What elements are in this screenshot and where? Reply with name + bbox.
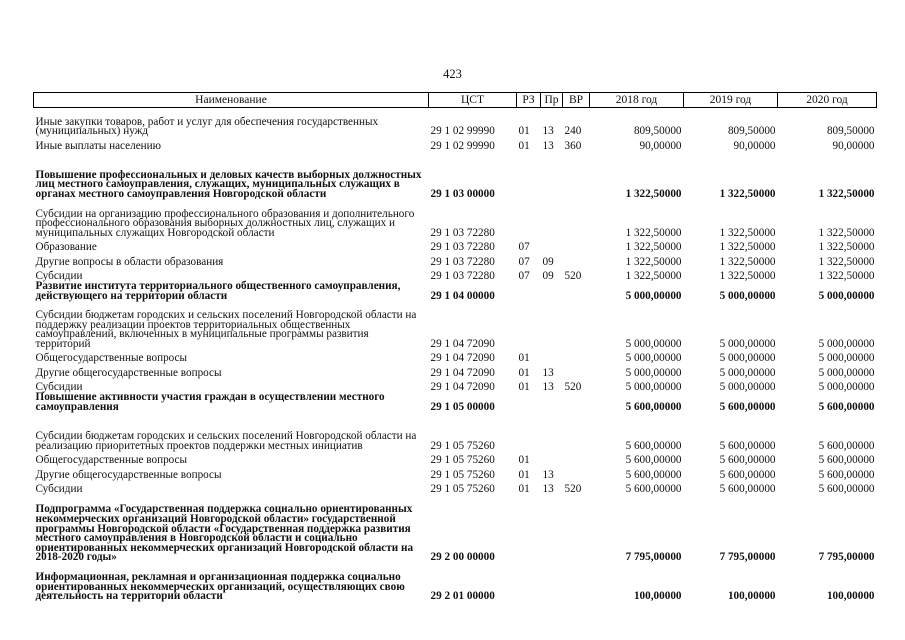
row-value-2019: 7 795,00000 bbox=[719, 551, 776, 564]
row-cst: 29 1 04 72090 bbox=[430, 337, 495, 350]
row-rz bbox=[517, 200, 541, 239]
row-value-2019: 5 000,00000 bbox=[719, 381, 776, 394]
header-2019: 2019 год bbox=[684, 93, 778, 108]
row-vr bbox=[563, 413, 590, 452]
row-cst: 29 1 05 00000 bbox=[430, 400, 495, 413]
table-row bbox=[34, 253, 877, 268]
row-value-2019: 1 322,50000 bbox=[719, 226, 776, 239]
row-rz bbox=[517, 152, 541, 200]
row-value-2020: 5 600,00000 bbox=[818, 468, 875, 481]
row-value-2020: 5 600,00000 bbox=[818, 483, 875, 496]
header-pr: Пр bbox=[541, 93, 563, 108]
row-vr bbox=[563, 495, 590, 563]
row-value-2020: 5 600,00000 bbox=[818, 439, 875, 452]
row-value-2019: 100,00000 bbox=[727, 590, 776, 603]
row-name: Иные выплаты населению bbox=[35, 139, 161, 152]
table-row bbox=[34, 239, 877, 254]
row-name: Иные закупки товаров, работ и услуг для обеспечения государственных (муниципальных) нужд bbox=[35, 115, 379, 138]
row-pr bbox=[541, 350, 563, 365]
row-pr: 13 bbox=[542, 483, 554, 496]
table-row bbox=[34, 350, 877, 365]
row-value-2019: 5 600,00000 bbox=[719, 439, 776, 452]
row-cst: 29 1 05 75260 bbox=[430, 483, 495, 496]
row-pr bbox=[541, 495, 563, 563]
row-value-2018: 1 322,50000 bbox=[625, 255, 682, 268]
row-rz: 01 bbox=[518, 381, 530, 394]
row-value-2018: 5 000,00000 bbox=[625, 366, 682, 379]
row-value-2020: 1 322,50000 bbox=[818, 270, 875, 283]
row-cst: 29 1 03 72280 bbox=[430, 270, 495, 283]
row-value-2018: 5 000,00000 bbox=[625, 337, 682, 350]
table-row bbox=[34, 563, 877, 602]
header-2018: 2018 год bbox=[590, 93, 684, 108]
row-vr bbox=[563, 350, 590, 365]
row-vr: 520 bbox=[564, 381, 582, 394]
row-value-2020: 1 322,50000 bbox=[818, 241, 875, 254]
row-value-2018: 1 322,50000 bbox=[625, 241, 682, 254]
row-name: Общегосударственные вопросы bbox=[35, 352, 188, 365]
row-name: Развитие института территориального общественного самоуправления, действующего на территории области bbox=[35, 280, 401, 302]
row-value-2018: 5 000,00000 bbox=[625, 352, 682, 365]
row-rz: 01 bbox=[518, 366, 530, 379]
row-value-2018: 5 600,00000 bbox=[625, 468, 682, 481]
row-value-2020: 5 600,00000 bbox=[818, 454, 875, 467]
row-value-2018: 5 000,00000 bbox=[625, 381, 682, 394]
row-value-2019: 5 000,00000 bbox=[719, 352, 776, 365]
row-rz: 01 bbox=[518, 139, 530, 152]
row-value-2018: 1 322,50000 bbox=[625, 226, 682, 239]
row-value-2020: 1 322,50000 bbox=[818, 187, 875, 200]
row-value-2019: 5 600,00000 bbox=[719, 400, 776, 413]
row-pr bbox=[541, 393, 563, 413]
row-value-2020: 5 000,00000 bbox=[818, 366, 875, 379]
row-vr bbox=[563, 282, 590, 302]
row-rz: 01 bbox=[518, 125, 530, 138]
row-cst: 29 2 01 00000 bbox=[430, 590, 495, 603]
row-value-2018: 5 000,00000 bbox=[625, 289, 682, 302]
row-pr: 13 bbox=[542, 139, 554, 152]
table-row bbox=[34, 108, 877, 138]
row-pr bbox=[541, 302, 563, 350]
row-name: Образование bbox=[35, 241, 97, 254]
row-name: Другие вопросы в области образования bbox=[35, 255, 224, 268]
row-name: Общегосударственные вопросы bbox=[35, 454, 188, 467]
row-rz bbox=[517, 302, 541, 350]
table-header-row bbox=[34, 93, 877, 108]
table-row bbox=[34, 302, 877, 350]
row-pr bbox=[541, 282, 563, 302]
row-vr bbox=[563, 253, 590, 268]
row-value-2019: 5 600,00000 bbox=[719, 454, 776, 467]
row-value-2020: 5 000,00000 bbox=[818, 381, 875, 394]
row-value-2018: 7 795,00000 bbox=[625, 551, 682, 564]
row-cst: 29 1 04 72090 bbox=[430, 352, 495, 365]
table-row bbox=[34, 393, 877, 413]
row-value-2020: 7 795,00000 bbox=[818, 551, 875, 564]
row-cst: 29 1 03 00000 bbox=[430, 187, 495, 200]
row-name: Субсидии бюджетам городских и сельских поселений Новгородской области на поддержку реализации проектов территориальных общественных самоуправлений, включенных в муниципальные программы развития территорий bbox=[35, 309, 417, 350]
row-pr: 13 bbox=[542, 381, 554, 394]
header-cst: ЦСТ bbox=[429, 93, 517, 108]
row-cst: 29 1 02 99990 bbox=[430, 125, 495, 138]
row-name: Другие общегосударственные вопросы bbox=[35, 468, 222, 481]
row-value-2018: 5 600,00000 bbox=[625, 483, 682, 496]
row-value-2018: 1 322,50000 bbox=[625, 270, 682, 283]
row-cst: 29 1 05 75260 bbox=[430, 439, 495, 452]
row-value-2018: 5 600,00000 bbox=[625, 439, 682, 452]
row-value-2018: 809,50000 bbox=[633, 125, 682, 138]
row-value-2020: 1 322,50000 bbox=[818, 255, 875, 268]
row-name: Субсидии на организацию профессионального образования и дополнительного профессионального образования выборных должностных лиц, служащих и муниципальных служащих Новгородской области bbox=[35, 207, 415, 239]
row-value-2018: 1 322,50000 bbox=[625, 187, 682, 200]
row-rz bbox=[517, 282, 541, 302]
row-rz: 01 bbox=[518, 454, 530, 467]
budget-table bbox=[33, 92, 877, 602]
table-row bbox=[34, 282, 877, 302]
table-row bbox=[34, 137, 877, 152]
row-vr: 520 bbox=[564, 483, 582, 496]
row-value-2018: 5 600,00000 bbox=[625, 400, 682, 413]
row-cst: 29 1 05 75260 bbox=[430, 468, 495, 481]
row-pr bbox=[541, 152, 563, 200]
row-rz: 01 bbox=[518, 468, 530, 481]
row-rz bbox=[517, 413, 541, 452]
row-vr bbox=[563, 239, 590, 254]
row-rz: 07 bbox=[518, 241, 530, 254]
row-value-2020: 100,00000 bbox=[826, 590, 875, 603]
row-name: Субсидии bbox=[35, 381, 83, 394]
row-rz: 01 bbox=[518, 352, 530, 365]
row-name: Субсидии bbox=[35, 483, 83, 496]
row-cst: 29 1 05 75260 bbox=[430, 454, 495, 467]
row-vr bbox=[563, 393, 590, 413]
table-row bbox=[34, 152, 877, 200]
row-vr: 240 bbox=[564, 125, 582, 138]
row-rz bbox=[517, 563, 541, 602]
row-name: Повышение активности участия граждан в осуществлении местного самоуправления bbox=[35, 391, 385, 413]
table-row bbox=[34, 413, 877, 452]
row-value-2019: 5 000,00000 bbox=[719, 289, 776, 302]
row-value-2020: 5 600,00000 bbox=[818, 400, 875, 413]
row-pr bbox=[541, 239, 563, 254]
row-value-2020: 5 000,00000 bbox=[818, 352, 875, 365]
row-vr bbox=[563, 152, 590, 200]
row-value-2019: 1 322,50000 bbox=[719, 241, 776, 254]
row-pr bbox=[541, 563, 563, 602]
row-value-2020: 5 000,00000 bbox=[818, 337, 875, 350]
row-cst: 29 1 04 72090 bbox=[430, 366, 495, 379]
row-cst: 29 1 03 72280 bbox=[430, 255, 495, 268]
row-value-2019: 1 322,50000 bbox=[719, 255, 776, 268]
row-name: Другие общегосударственные вопросы bbox=[35, 366, 222, 379]
row-cst: 29 1 04 00000 bbox=[430, 289, 495, 302]
row-vr bbox=[563, 452, 590, 467]
row-cst: 29 1 03 72280 bbox=[430, 226, 495, 239]
row-rz bbox=[517, 495, 541, 563]
header-vr: ВР bbox=[563, 93, 590, 108]
row-vr bbox=[563, 364, 590, 379]
page-number: 423 bbox=[443, 67, 462, 81]
row-rz bbox=[517, 393, 541, 413]
row-value-2020: 1 322,50000 bbox=[818, 226, 875, 239]
header-name: Наименование bbox=[34, 93, 429, 108]
table-row bbox=[34, 481, 877, 496]
row-vr: 360 bbox=[564, 139, 582, 152]
row-pr: 09 bbox=[542, 255, 554, 268]
table-row bbox=[34, 452, 877, 467]
row-vr bbox=[563, 563, 590, 602]
row-pr bbox=[541, 413, 563, 452]
row-rz: 07 bbox=[518, 255, 530, 268]
row-value-2020: 90,00000 bbox=[832, 139, 875, 152]
row-pr bbox=[541, 200, 563, 239]
row-name: Подпрограмма «Государственная поддержка социально ориентированных некоммерческих организаций Новгородской области» государственной программы Новгородской области «Государственная поддержка развития местного самоуправления в Новгородской области и социально ориентированных некоммерческих организаций Новгородской области на 2018-2020 годы» bbox=[35, 503, 414, 564]
row-name: Субсидии bbox=[35, 270, 83, 283]
row-rz: 01 bbox=[518, 483, 530, 496]
row-name: Информационная, рекламная и организационная поддержка социально ориентированных некоммерческих организаций, осуществляющих свою деятельность на территории области bbox=[35, 571, 405, 603]
row-pr bbox=[541, 452, 563, 467]
row-value-2018: 100,00000 bbox=[633, 590, 682, 603]
row-value-2019: 809,50000 bbox=[727, 125, 776, 138]
row-cst: 29 1 02 99990 bbox=[430, 139, 495, 152]
row-value-2019: 5 600,00000 bbox=[719, 468, 776, 481]
table-row bbox=[34, 364, 877, 379]
row-vr bbox=[563, 302, 590, 350]
row-pr: 13 bbox=[542, 468, 554, 481]
row-value-2019: 5 000,00000 bbox=[719, 366, 776, 379]
row-pr: 13 bbox=[542, 125, 554, 138]
row-cst: 29 2 00 00000 bbox=[430, 551, 495, 564]
row-value-2019: 5 000,00000 bbox=[719, 337, 776, 350]
row-pr: 09 bbox=[542, 270, 554, 283]
row-value-2019: 1 322,50000 bbox=[719, 270, 776, 283]
row-name: Субсидии бюджетам городских и сельских поселений Новгородской области на реализацию приоритетных проектов поддержки местных инициатив bbox=[35, 430, 417, 452]
row-value-2019: 1 322,50000 bbox=[719, 187, 776, 200]
row-value-2020: 809,50000 bbox=[826, 125, 875, 138]
row-value-2020: 5 000,00000 bbox=[818, 289, 875, 302]
header-rz: РЗ bbox=[517, 93, 541, 108]
row-vr: 520 bbox=[564, 270, 582, 283]
row-pr: 13 bbox=[542, 366, 554, 379]
row-cst: 29 1 04 72090 bbox=[430, 381, 495, 394]
header-2020: 2020 год bbox=[778, 93, 877, 108]
table-row bbox=[34, 466, 877, 481]
row-value-2019: 5 600,00000 bbox=[719, 483, 776, 496]
row-value-2018: 5 600,00000 bbox=[625, 454, 682, 467]
row-rz: 07 bbox=[518, 270, 530, 283]
table-row bbox=[34, 495, 877, 563]
row-cst: 29 1 03 72280 bbox=[430, 241, 495, 254]
row-vr bbox=[563, 200, 590, 239]
row-vr bbox=[563, 466, 590, 481]
row-value-2018: 90,00000 bbox=[639, 139, 682, 152]
row-value-2019: 90,00000 bbox=[733, 139, 776, 152]
table-row bbox=[34, 200, 877, 239]
row-name: Повышение профессиональных и деловых качеств выборных должностных лиц местного самоуправления, служащих, муниципальных служащих в органах местного самоуправления Новгородской области bbox=[35, 168, 422, 200]
